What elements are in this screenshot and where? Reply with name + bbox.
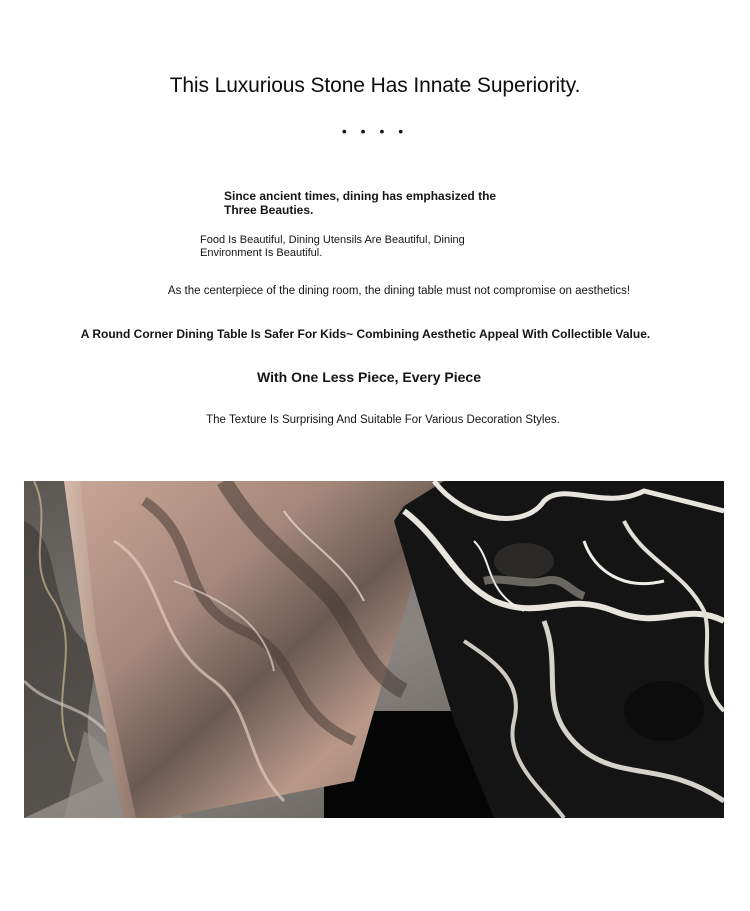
paragraph-one-less-piece: With One Less Piece, Every Piece (257, 369, 481, 385)
page-headline: This Luxurious Stone Has Innate Superiority. (169, 74, 581, 97)
paragraph-beautiful-list: Food Is Beautiful, Dining Utensils Are Beautiful, Dining Environment Is Beautiful. (200, 234, 465, 259)
marble-slabs-photo (24, 481, 724, 818)
paragraph-centerpiece: As the centerpiece of the dining room, the dining table must not compromise on aesthetics! (167, 285, 631, 297)
divider-dots: • • • • (341, 123, 409, 139)
paragraph-three-beauties: Since ancient times, dining has emphasized the Three Beauties. (224, 189, 497, 217)
paragraph-round-corner: A Round Corner Dining Table Is Safer For Kids~ Combining Aesthetic Appeal With Collectible Value. (80, 327, 651, 341)
paragraph-texture: The Texture Is Surprising And Suitable For Various Decoration Styles. (206, 414, 560, 426)
